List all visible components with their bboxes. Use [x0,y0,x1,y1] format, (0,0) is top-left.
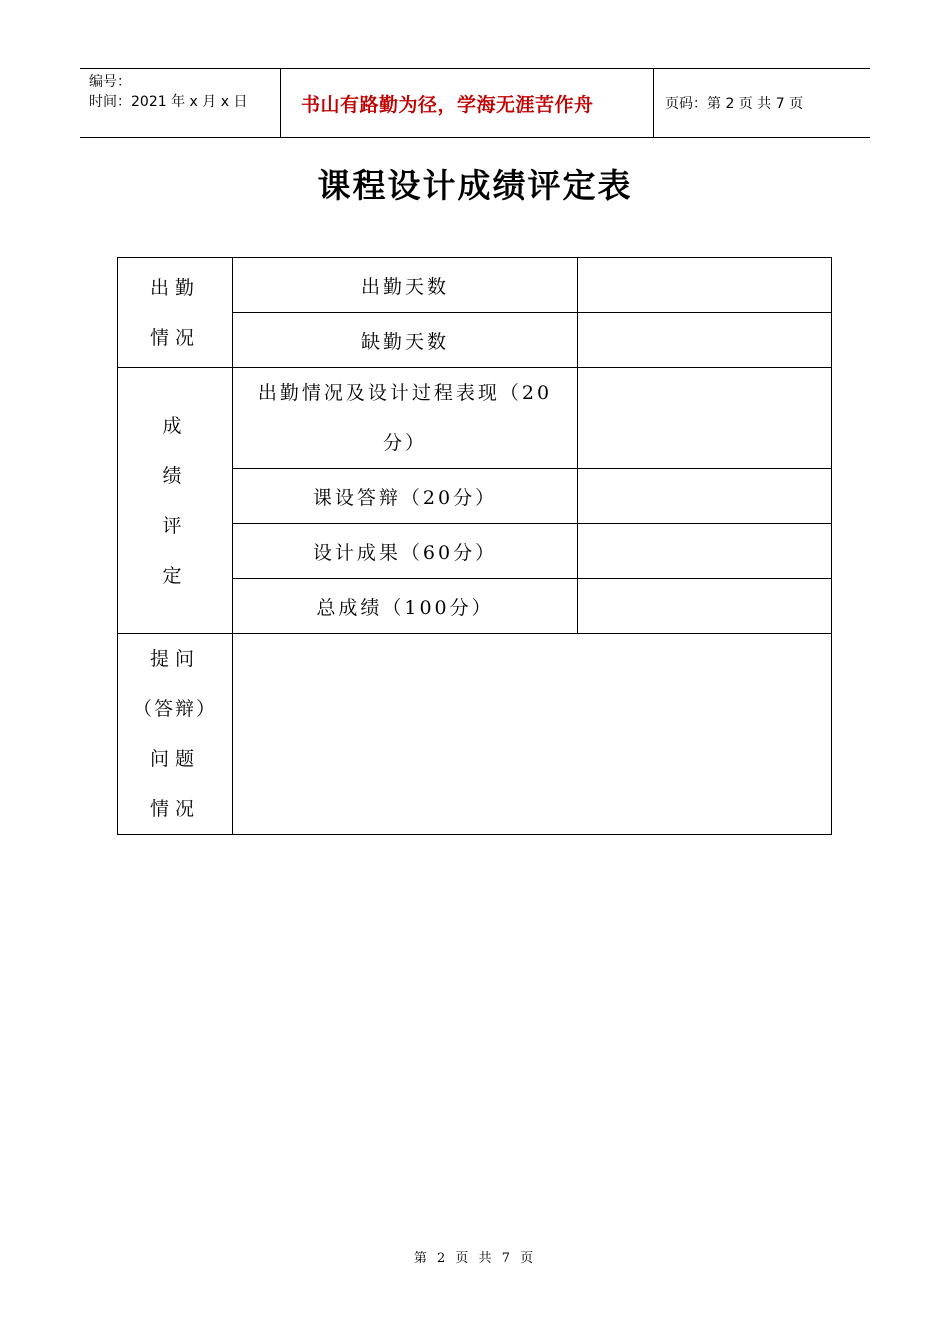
design-result-value[interactable] [578,524,832,579]
document-title: 课程设计成绩评定表 [317,166,633,205]
motto-text: 书山有路勤为径，学海无涯苦作舟 [301,93,594,116]
page-footer: 第 2 页 共 7 页 [413,1251,537,1266]
process-performance-line1: 出勤情况及设计过程表现（20 [257,382,553,404]
grading-label-char: 成 [162,414,188,437]
questions-value[interactable] [233,634,832,835]
attendance-days-value[interactable] [578,258,832,313]
process-performance-value[interactable] [578,368,832,469]
total-score-label: 总成绩（100分） [233,579,578,634]
questions-label-line: （答辩） [132,698,217,720]
process-performance-label [233,368,578,469]
questions-label-line: 提问 [149,648,200,670]
table-row [118,368,832,469]
attendance-days-label: 出勤天数 [233,258,578,313]
total-score-value[interactable] [578,579,832,634]
page-header [80,68,870,138]
defense-score-label: 课设答辩（20分） [233,469,578,524]
design-result-label: 设计成果（60分） [233,524,578,579]
questions-label-cell [118,634,233,835]
header-page-info [654,69,870,137]
document-time-label: 时间：2021 年 x 月 x 日 [89,94,248,110]
absence-days-label: 缺勤天数 [233,313,578,368]
attendance-label-line1: 出勤 [149,276,200,299]
grading-label-char: 绩 [162,464,188,487]
header-motto [281,69,654,137]
grading-label-char: 评 [162,514,188,537]
table-row [118,258,832,313]
header-meta [80,69,281,137]
grade-evaluation-table [117,257,832,835]
grading-label-cell [118,368,233,634]
process-performance-line2: 分） [382,432,427,454]
questions-label-line: 问题 [149,748,200,770]
defense-score-value[interactable] [578,469,832,524]
attendance-label-cell [118,258,233,368]
attendance-label-line2: 情况 [149,326,200,349]
table-row [118,634,832,835]
document-number-label: 编号： [89,74,131,90]
grading-label-char: 定 [162,564,188,587]
absence-days-value[interactable] [578,313,832,368]
questions-label-line: 情况 [149,798,200,820]
page-info-text: 页码：第 2 页 共 7 页 [665,96,804,112]
